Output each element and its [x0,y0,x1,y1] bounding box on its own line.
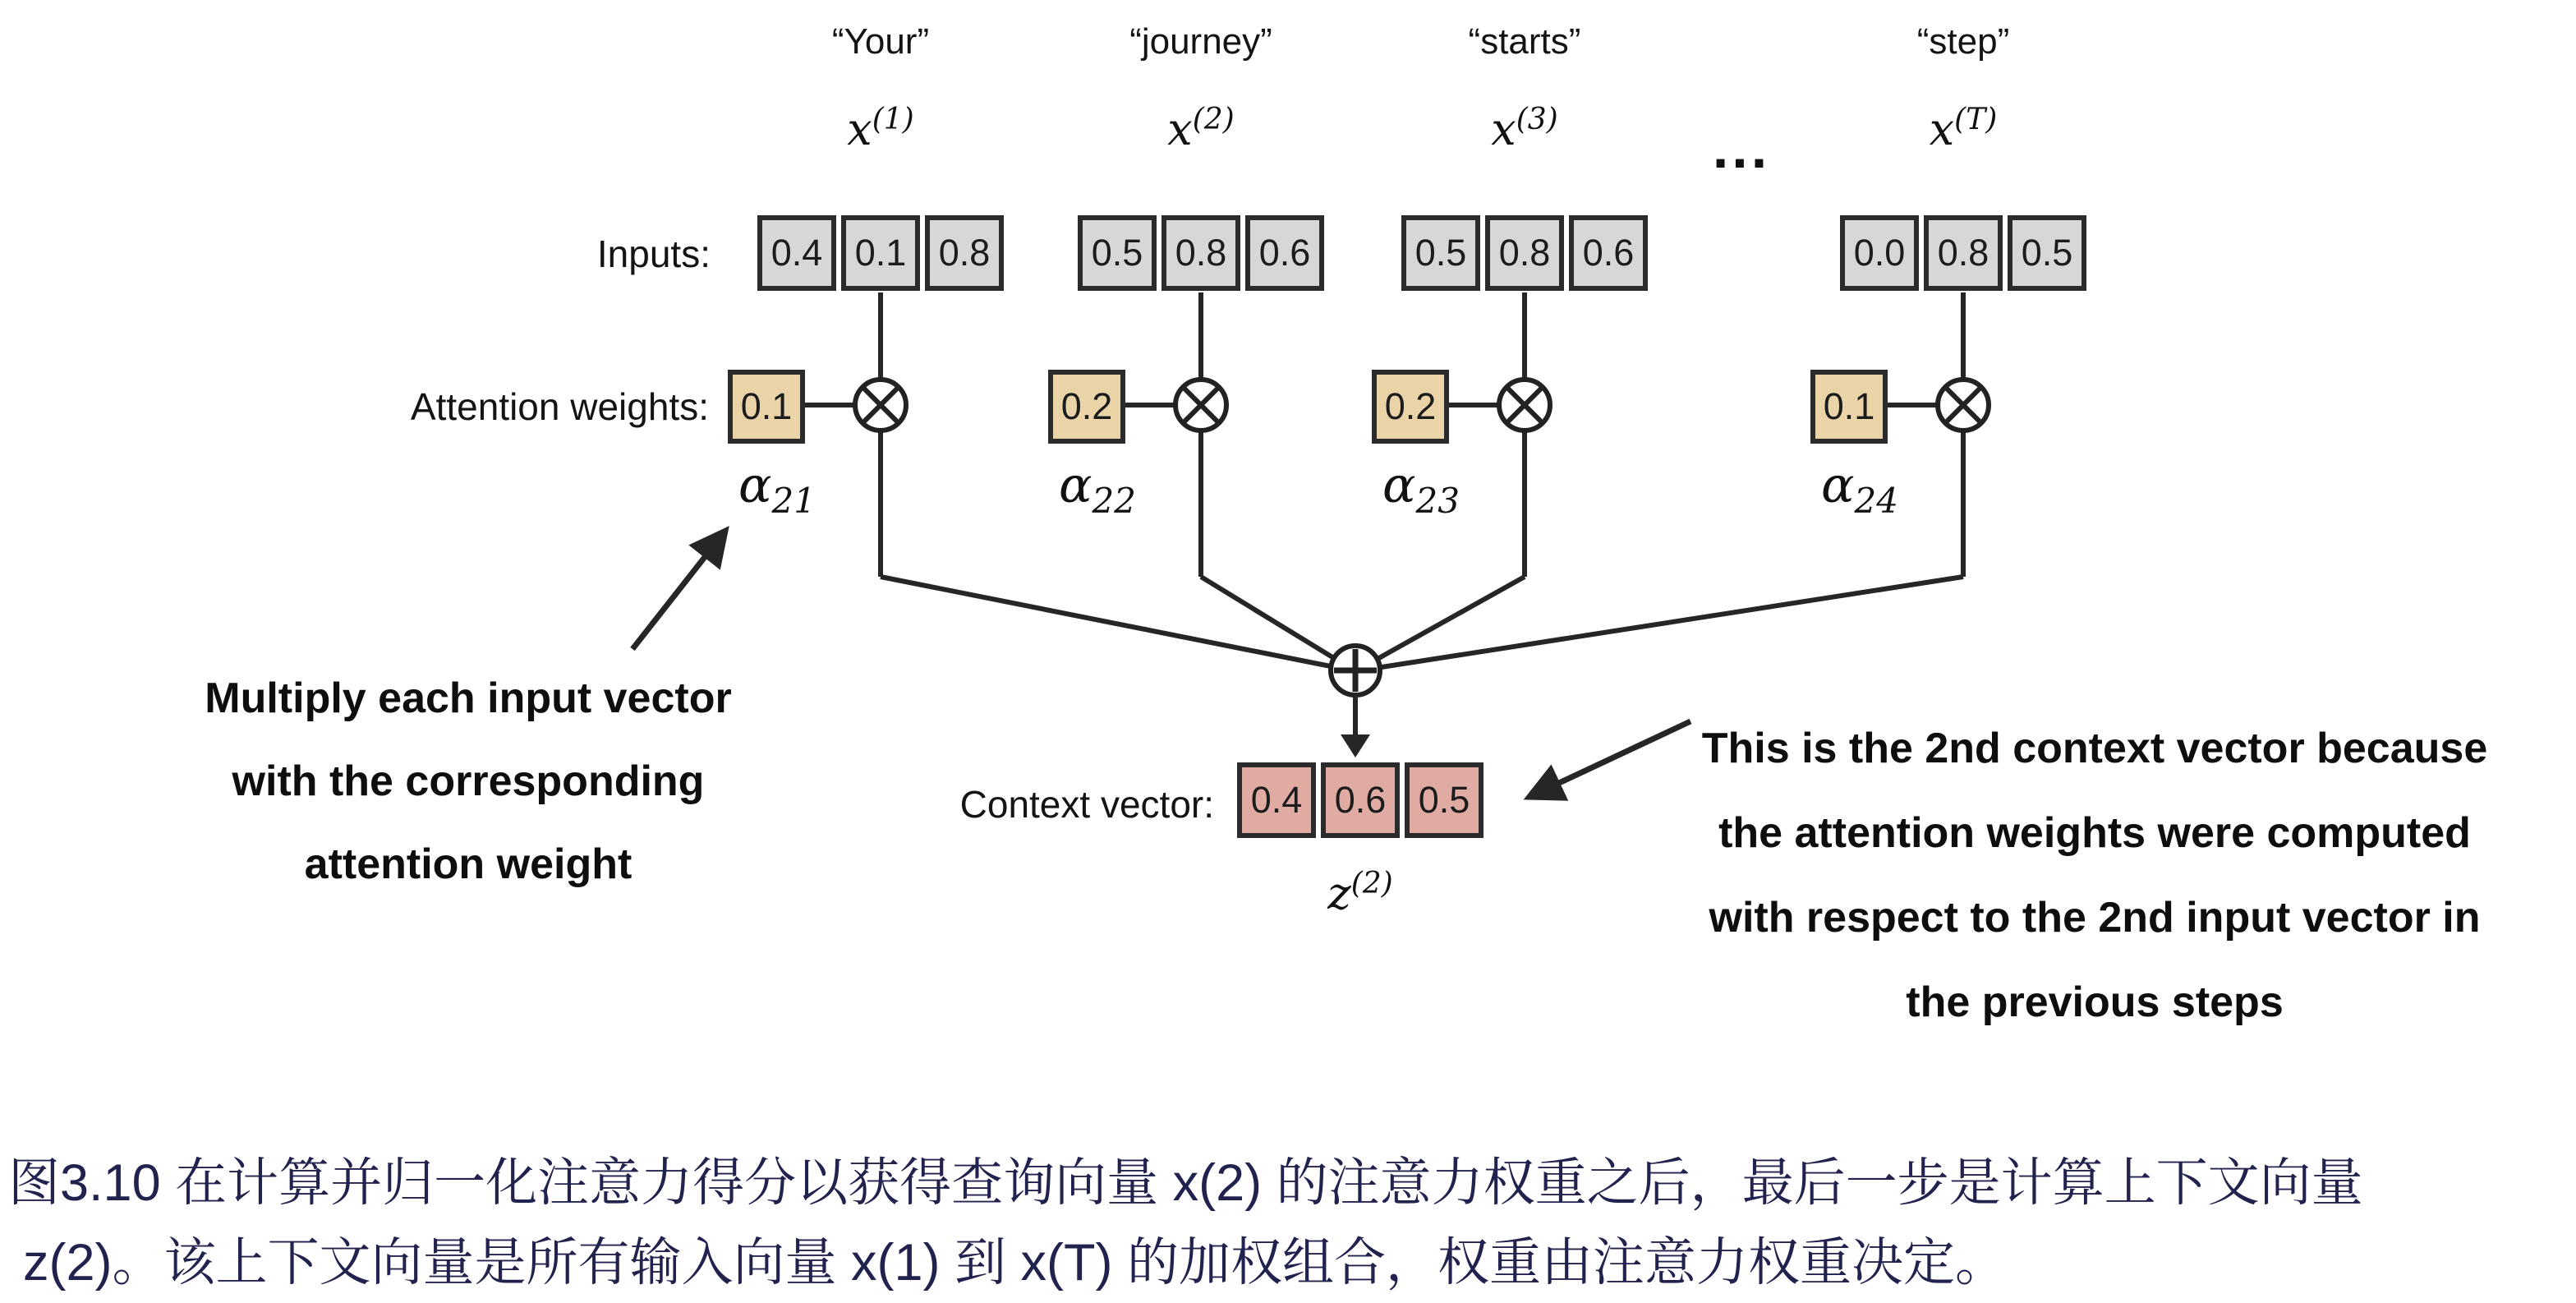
attention-weight-cell-1: 0.1 [728,370,805,444]
caption-line-2: z(2)。该上下文向量是所有输入向量 x(1) 到 x(T) 的加权组合，权重由注意力权重决定。 [23,1234,2007,1291]
token-word-1: “Your” [831,21,930,62]
input-cell: 0.8 [1162,215,1240,291]
add-icon [1331,646,1380,695]
left-annotation-line: attention weight [304,840,632,888]
right-annotation [1622,707,2567,1045]
right-annotation-line: with respect to the 2nd input vector in [1709,894,2481,942]
context-cell: 0.5 [1405,762,1484,838]
right-annotation-line: This is the 2nd context vector because [1701,725,2488,772]
input-cell: 0.4 [757,215,836,291]
left-note-arrow [632,534,723,649]
attention-weight-cell-4: 0.1 [1810,370,1888,444]
sum-to-context-arrow [1341,695,1370,757]
token-word-2: “journey” [1129,21,1272,62]
input-vector-2 [1078,215,1324,291]
ellipsis: ... [1712,116,1771,180]
alpha-label-22: $\alpha_{22}$ [1059,457,1136,521]
input-cell: 0.6 [1569,215,1648,291]
attention-weights-row-label: Attention weights: [410,385,709,428]
inputs-row-label: Inputs: [596,233,711,275]
input-vector-label-3: $x^{(3)}$ [1491,103,1558,155]
input-vector-4 [1840,215,2086,291]
context-vector-label: $z^{(2)}$ [1327,867,1393,919]
input-vector-label-4: $x^{(T)}$ [1929,103,1998,155]
input-vector-1 [757,215,1004,291]
input-cell: 0.5 [1401,215,1480,291]
context-cell: 0.4 [1237,762,1316,838]
token-word-3: “starts” [1468,21,1581,62]
input-cell: 0.8 [1485,215,1564,291]
right-annotation-line: the attention weights were computed [1718,809,2471,857]
input-cell: 0.8 [1924,215,2003,291]
context-vector-row-label: Context vector: [959,783,1214,826]
left-annotation [78,657,858,906]
caption-line-1: 图3.10 在计算并归一化注意力得分以获得查询向量 x(2) 的注意力权重之后，最后一步是计算上下文向量 [8,1154,2363,1212]
input-cell: 0.5 [1078,215,1157,291]
left-annotation-line: Multiply each input vector [205,675,732,722]
input-cell: 0.8 [925,215,1004,291]
alpha-label-21: $\alpha_{21}$ [738,457,816,521]
figure-caption [8,1144,2363,1303]
attention-weight-cell-3: 0.2 [1372,370,1449,444]
input-cell: 0.5 [2008,215,2086,291]
input-cell: 0.6 [1245,215,1324,291]
attention-weight-cell-2: 0.2 [1048,370,1125,444]
input-vector-3 [1401,215,1648,291]
context-cell: 0.6 [1321,762,1400,838]
input-cell: 0.1 [841,215,920,291]
left-annotation-line: with the corresponding [232,757,705,805]
alpha-label-24: $\alpha_{24}$ [1821,457,1898,521]
input-vector-label-1: $x^{(1)}$ [847,103,914,155]
input-vector-label-2: $x^{(2)}$ [1167,103,1235,155]
alpha-label-23: $\alpha_{23}$ [1382,457,1460,521]
token-word-4: “step” [1916,21,2010,62]
right-annotation-line: the previous steps [1906,978,2284,1026]
input-cell: 0.0 [1840,215,1919,291]
context-vector [1237,762,1484,838]
